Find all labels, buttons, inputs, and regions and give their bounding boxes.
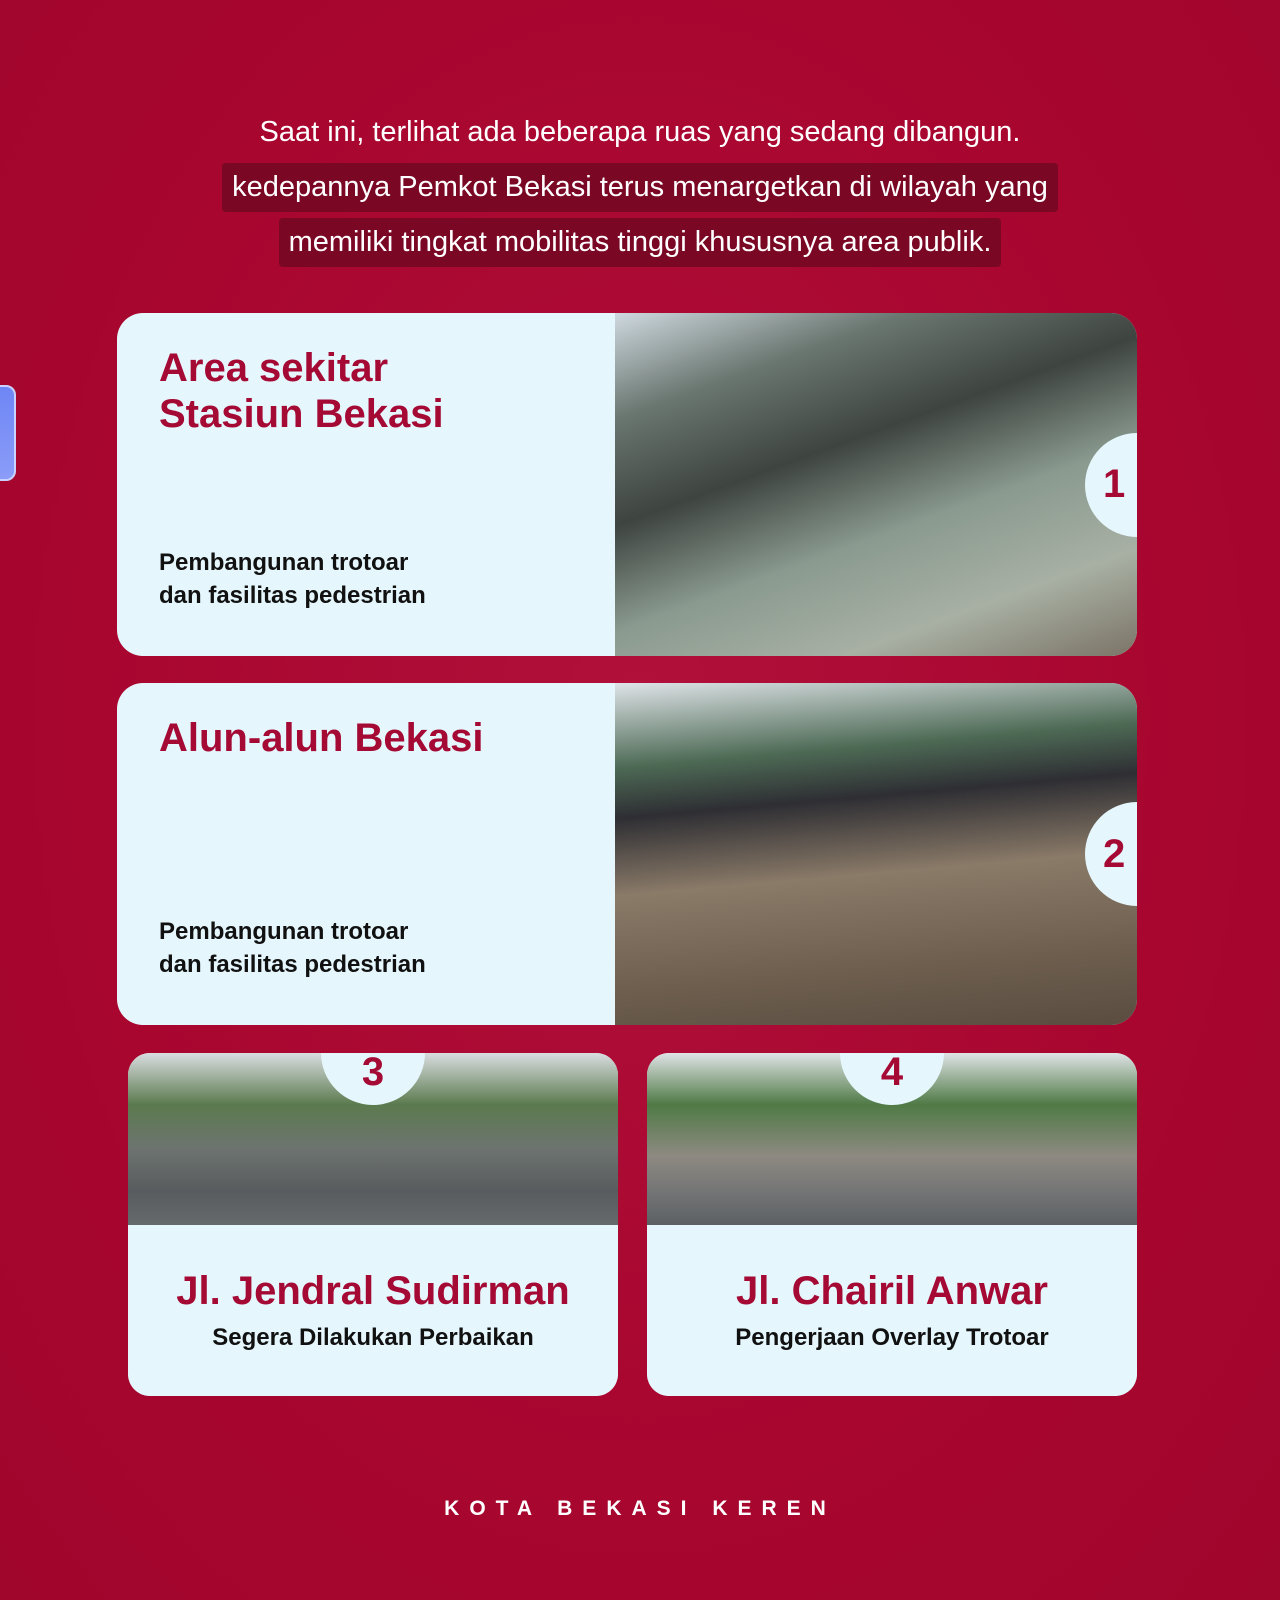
card-description: Segera Dilakukan Perbaikan xyxy=(212,1324,534,1351)
card-chairil-anwar xyxy=(647,1053,1137,1396)
number-badge: 1 xyxy=(1085,433,1137,537)
number-badge: 3 xyxy=(321,1053,425,1105)
card-jendral-sudirman xyxy=(128,1053,618,1396)
intro-line: kedepannya Pemkot Bekasi terus menargetkan di wilayah yang xyxy=(222,163,1058,212)
photo-sidewalk-construction xyxy=(615,313,1137,656)
card-description: Pengerjaan Overlay Trotoar xyxy=(735,1324,1049,1351)
card-title: Jl. Chairil Anwar xyxy=(736,1269,1048,1313)
intro-line: Saat ini, terlihat ada beberapa ruas yang sedang dibangun. xyxy=(259,116,1021,148)
card-description: Pembangunan trotoar dan fasilitas pedestrian xyxy=(159,918,426,978)
card-title: Alun-alun Bekasi xyxy=(159,716,484,760)
card-description: Pembangunan trotoar dan fasilitas pedestrian xyxy=(159,549,426,609)
footer-brand: KOTA BEKASI KEREN xyxy=(444,1497,836,1520)
intro-line: memiliki tingkat mobilitas tinggi khususnya area publik. xyxy=(279,218,1002,267)
number-badge: 2 xyxy=(1085,802,1137,906)
card-alun-alun-bekasi xyxy=(117,683,1137,1025)
card-title: Jl. Jendral Sudirman xyxy=(176,1269,570,1313)
card-title: Area sekitar Stasiun Bekasi xyxy=(159,346,444,436)
photo-sidewalk-construction xyxy=(615,683,1137,1025)
decorative-shape xyxy=(0,385,16,481)
card-stasiun-bekasi xyxy=(117,313,1137,656)
intro-text xyxy=(0,108,1280,273)
number-badge: 4 xyxy=(840,1053,944,1105)
